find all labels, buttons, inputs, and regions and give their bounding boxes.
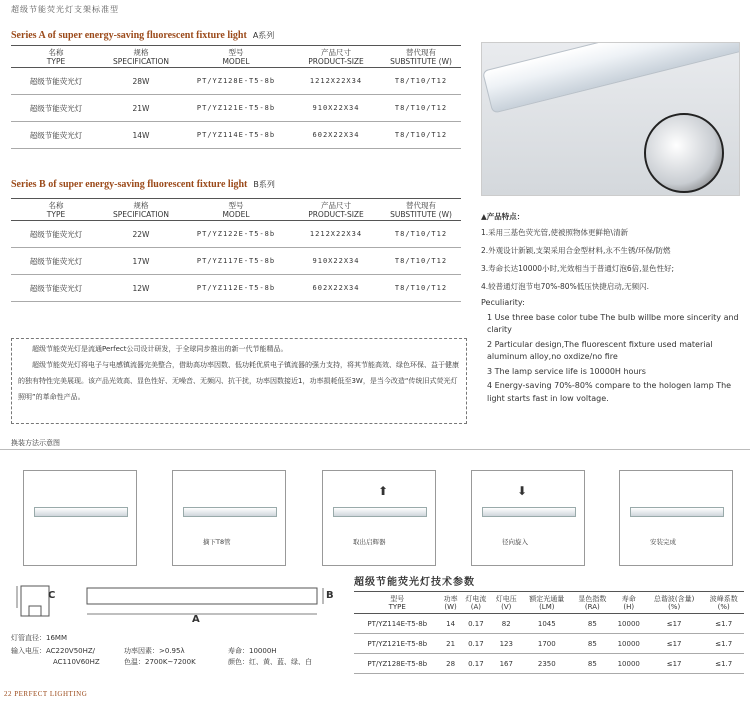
spec-lifetime: 寿命：10000H (228, 647, 277, 655)
table-row (11, 275, 461, 302)
table-cell: 10000 (617, 619, 640, 628)
features-cn-title-text: 产品特点： (486, 212, 525, 221)
intro-p1: 超级节能荧光灯是流通Perfect公司设计研发，于全球同步推出的新一代节能精品。 (32, 345, 288, 353)
feature-cn-2: 2.外观设计新颖,支架采用合金型材料,永不生锈/环保/防燃 (481, 246, 671, 255)
feature-cn-3: 3.寿命长达10000小时,光效相当于普通灯泡6倍,显色性好; (481, 264, 675, 273)
table-cell: 910X22X34 (312, 257, 360, 265)
header-cn: 灯电压 (495, 594, 517, 603)
table-cell: 1045 (537, 619, 556, 628)
arrow-up-icon: ⬆ (378, 484, 389, 498)
feature-en-1: 1 Use three base color tube The bulb willbe more sincerity and clarity (487, 312, 739, 334)
table-cell: 85 (587, 619, 597, 628)
column-header (381, 46, 461, 68)
table-cell: 超级节能荧光灯 (29, 283, 83, 293)
features-en (481, 297, 743, 405)
header-cn: 总谐波(含量) (653, 594, 695, 603)
table-cell: T8/T10/T12 (394, 104, 448, 112)
product-photo (481, 42, 740, 196)
step-3 (322, 470, 436, 566)
dim-label-a: A (192, 614, 200, 625)
table-cell: 超级节能荧光灯 (29, 256, 83, 266)
table-cell: 10000 (617, 639, 640, 648)
header-cn: 名称 (48, 47, 64, 57)
features-cn (481, 209, 743, 295)
feature-cn-1: 1.采用三基色荧光管,使被照物体更鲜艳\清新 (481, 228, 629, 237)
table-cell: PT/YZ117E-T5-8b (196, 257, 276, 265)
column-header (645, 592, 704, 614)
dim-label-c: C (48, 590, 56, 601)
column-header (440, 592, 460, 614)
table-cell: 超级节能荧光灯 (29, 229, 83, 239)
table-cell: 82 (501, 619, 511, 628)
intro-p2: 超级节能荧光灯将电子与电感镇流器完美整合，借助高功率因数、低功耗优质电子镇流器的强力支持，将其节能高效、绿色环保、益于健康的独有特性完美展现。该产品光效高、显色性好、无噪音、无频闪、抗干扰，功率因数接近1，功率损耗低至3W，是当今改造“传统旧式荧光灯照明”的革命性产品。 (18, 361, 459, 401)
column-header (11, 199, 101, 221)
series-a-title (11, 30, 274, 41)
header-en: MODEL (222, 209, 250, 219)
tech-header (354, 592, 744, 614)
dimension-diagram (11, 580, 341, 628)
step-1 (23, 470, 137, 566)
fixture-image (34, 507, 128, 517)
header-en: TYPE (46, 209, 66, 219)
fixture-image (482, 507, 576, 517)
step-4-caption: 径向旋入 (502, 538, 528, 546)
header-en: PRODUCT-SIZE (308, 209, 364, 219)
column-header (613, 592, 645, 614)
column-header (291, 46, 381, 68)
table-row (354, 614, 744, 634)
table-cell: 17W (132, 256, 150, 266)
column-header (101, 199, 181, 221)
series-a-body (11, 68, 461, 149)
table-cell: 21W (132, 103, 150, 113)
spec-colors: 颜色：红、黄、蓝、绿、白 (228, 658, 312, 666)
header-cn: 显色指数 (578, 594, 607, 603)
step-4 (471, 470, 585, 566)
features-cn-title: ▲产品特点： (481, 212, 525, 221)
table-row (11, 68, 461, 95)
table-cell: 超级节能荧光灯 (29, 130, 83, 140)
install-steps (23, 470, 733, 566)
table-row (11, 122, 461, 149)
table-row (354, 654, 744, 674)
install-divider (0, 449, 750, 450)
table-cell: 0.17 (468, 659, 484, 668)
header-cn: 规格 (133, 200, 149, 210)
header-en: (RA) (584, 602, 600, 611)
table-cell: ≤1.7 (715, 659, 733, 668)
table-cell: 0.17 (468, 619, 484, 628)
table-cell: PT/YZ128E-T5-8b (367, 659, 428, 668)
tech-title: 超级节能荧光灯技术参数 (354, 577, 475, 588)
table-cell: 2350 (537, 659, 556, 668)
spec-power-factor: 功率因素：>0.95λ (124, 647, 185, 655)
header-en: TYPE (46, 56, 66, 66)
step-5-caption: 安装完成 (650, 538, 676, 546)
header-cn: 型号 (390, 594, 405, 603)
series-b-body (11, 221, 461, 302)
feature-en-3: 3 The lamp service life is 10000H hours (487, 366, 646, 376)
table-cell: 14W (132, 130, 150, 140)
column-header (521, 592, 572, 614)
table-cell: 123 (499, 639, 513, 648)
table-cell: 602X22X34 (312, 284, 360, 292)
tube-end-closeup (644, 113, 724, 193)
header-cn: 替代现有 (406, 47, 436, 57)
header-en: (A) (470, 602, 482, 611)
step-2 (172, 470, 286, 566)
table-cell: PT/YZ114E-T5-8b (196, 131, 276, 139)
header-en: PRODUCT-SIZE (308, 56, 364, 66)
header-en: (V) (501, 602, 512, 611)
table-cell: T8/T10/T12 (394, 284, 448, 292)
fixture-image (333, 507, 427, 517)
table-cell: T8/T10/T12 (394, 230, 448, 238)
feature-cn-4: 4.较普通灯泡节电70%-80%低压快捷启动,无频闪. (481, 282, 649, 291)
header-en: (LM) (539, 602, 555, 611)
spec-tube-diameter: 灯管直径：16MM (11, 634, 67, 642)
header-en: SUBSTITUTE (W) (390, 209, 452, 219)
header-cn: 产品尺寸 (321, 47, 351, 57)
table-cell: ≤1.7 (715, 619, 733, 628)
series-a-table (11, 45, 461, 149)
intro-box (11, 338, 467, 424)
feature-en-2: 2 Particular design,The fluorescent fixture used material aluminum alloy,no oxdize/no fire (487, 339, 713, 361)
table-row (354, 634, 744, 654)
tech-table (354, 591, 744, 674)
header-cn: 型号 (228, 200, 244, 210)
header-cn: 规格 (133, 47, 149, 57)
table-cell: 10000 (617, 659, 640, 668)
header-en: SPECIFICATION (112, 209, 170, 219)
table-row (11, 95, 461, 122)
step-5 (619, 470, 733, 566)
header-cn: 功率 (443, 594, 458, 603)
column-header (572, 592, 613, 614)
table-cell: ≤17 (666, 639, 682, 648)
header-en: (%) (717, 602, 730, 611)
features-en-title: Peculiarity: (481, 298, 525, 307)
table-row (11, 221, 461, 248)
table-cell: 602X22X34 (312, 131, 360, 139)
table-cell: T8/T10/T12 (394, 131, 448, 139)
table-cell: 85 (587, 659, 597, 668)
column-header (181, 46, 291, 68)
spec-color-temp: 色温：2700K~7200K (124, 658, 196, 666)
header-en: SPECIFICATION (112, 56, 170, 66)
column-header (181, 199, 291, 221)
table-cell: T8/T10/T12 (394, 257, 448, 265)
footer (4, 690, 87, 698)
page-number: 22 (4, 690, 12, 698)
table-cell: 超级节能荧光灯 (29, 76, 83, 86)
table-cell: ≤17 (666, 619, 682, 628)
table-cell: 14 (446, 619, 456, 628)
brand-name: PERFECT LIGHTING (14, 690, 88, 698)
header-cn: 额定光通量 (529, 594, 565, 603)
table-cell: 21 (446, 639, 456, 648)
series-b-suffix: B系列 (253, 180, 275, 189)
series-b-title-text: Series B of super energy-saving fluorescent fixture light (11, 179, 248, 190)
table-cell: 85 (587, 639, 597, 648)
table-cell: 910X22X34 (312, 104, 360, 112)
series-b-table (11, 198, 461, 302)
fixture-image (183, 507, 277, 517)
column-header (354, 592, 440, 614)
series-a-suffix: A系列 (252, 31, 275, 40)
table-cell: 28W (132, 76, 150, 86)
table-cell: 1212X22X34 (309, 230, 363, 238)
header-cn: 灯电流 (465, 594, 487, 603)
header-cn: 波峰系数 (709, 594, 738, 603)
dim-label-b: B (326, 590, 334, 601)
fixture-image (630, 507, 724, 517)
tube-image (482, 42, 740, 114)
table-cell: ≤17 (666, 659, 682, 668)
column-header (291, 199, 381, 221)
step-2-caption: 摘下T8管 (203, 538, 231, 546)
column-header (11, 46, 101, 68)
header-en: TYPE (388, 602, 406, 611)
header-cn: 替代现有 (406, 200, 436, 210)
table-cell: ≤1.7 (715, 639, 733, 648)
column-header (381, 199, 461, 221)
header-cn: 型号 (228, 47, 244, 57)
header-en: (%) (668, 602, 681, 611)
table-cell: PT/YZ114E-T5-8b (367, 619, 428, 628)
table-cell: 1700 (537, 639, 556, 648)
column-header (101, 46, 181, 68)
table-cell: 1212X22X34 (309, 77, 363, 85)
table-cell: 超级节能荧光灯 (29, 103, 83, 113)
header-cn: 产品尺寸 (321, 200, 351, 210)
table-cell: PT/YZ128E-T5-8b (196, 77, 276, 85)
column-header (491, 592, 521, 614)
arrow-down-icon: ⬇ (517, 484, 528, 498)
tech-body (354, 614, 744, 674)
table-cell: T8/T10/T12 (394, 77, 448, 85)
spec-input-voltage: 输入电压：AC220V50HZ/ (11, 647, 96, 655)
table-cell: 0.17 (468, 639, 484, 648)
column-header (703, 592, 744, 614)
table-cell: PT/YZ121E-T5-8b (196, 104, 276, 112)
table-cell: PT/YZ122E-T5-8b (196, 230, 276, 238)
page-title: 超级节能荧光灯支架标准型 (11, 5, 119, 14)
feature-en-4: 4 Energy-saving 70%-80% compare to the hologen lamp The light starts fast in low voltage. (487, 381, 732, 403)
header-cn: 寿命 (621, 594, 636, 603)
series-a-title-text: Series A of super energy-saving fluorescent fixture light (11, 30, 247, 41)
header-en: SUBSTITUTE (W) (390, 56, 452, 66)
install-title: 换装方法示意图 (11, 439, 60, 447)
step-3-caption: 取出启辉器 (353, 538, 386, 546)
header-en: (H) (623, 602, 635, 611)
table-cell: 22W (132, 229, 150, 239)
spec-input-voltage-2: AC110V60HZ (53, 658, 100, 666)
table-cell: 12W (132, 283, 150, 293)
table-cell: 28 (446, 659, 456, 668)
table-cell: PT/YZ112E-T5-8b (196, 284, 276, 292)
header-cn: 名称 (48, 200, 64, 210)
series-b-title (11, 179, 275, 190)
table-cell: PT/YZ121E-T5-8b (367, 639, 428, 648)
series-b-header (11, 199, 461, 221)
table-row (11, 248, 461, 275)
header-en: MODEL (222, 56, 250, 66)
table-cell: 167 (499, 659, 513, 668)
header-en: (W) (444, 602, 457, 611)
series-a-header (11, 46, 461, 68)
column-header (461, 592, 491, 614)
